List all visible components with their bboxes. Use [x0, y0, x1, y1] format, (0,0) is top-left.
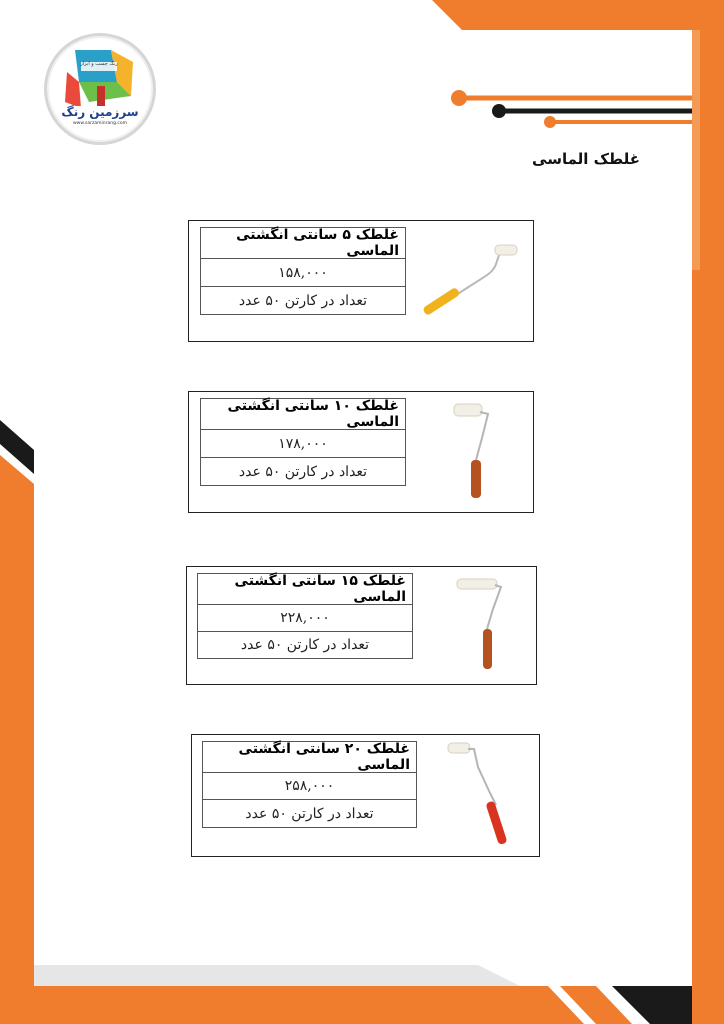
product-card-20cm [191, 734, 540, 857]
product-price: ۲۲۸,۰۰۰ [198, 605, 412, 632]
product-carton-qty: تعداد در کارتن ۵۰ عدد [245, 805, 374, 822]
logo-url: www.sarzaminrang.com [73, 121, 127, 126]
product-card-10cm [188, 391, 534, 513]
product-info-table [197, 573, 413, 659]
logo-tagline: رنگ چسب و ابزار [80, 61, 118, 67]
product-price: ۲۵۸,۰۰۰ [203, 773, 416, 800]
product-carton-qty: تعداد در کارتن ۵۰ عدد [238, 463, 368, 480]
roller-5cm-image [417, 239, 527, 319]
roller-20cm-image [444, 737, 524, 851]
product-carton-qty: تعداد در کارتن ۵۰ عدد [240, 637, 370, 653]
brand-logo [44, 33, 156, 145]
roller-15cm-image [447, 573, 517, 679]
logo-name: سرزمین رنگ [61, 105, 139, 119]
roller-10cm-image [442, 398, 502, 508]
product-card-15cm [186, 566, 537, 685]
product-name: غلطک ۵ سانتی انگشتی الماسی [201, 228, 405, 259]
product-name: غلطک ۲۰ سانتی انگشتی الماسی [203, 742, 416, 773]
product-card-5cm [188, 220, 534, 342]
product-price: ۱۷۸,۰۰۰ [201, 430, 405, 458]
product-info-table [200, 398, 406, 486]
product-carton-qty: تعداد در کارتن ۵۰ عدد [238, 292, 368, 309]
section-title: غلطک الماسی [532, 150, 640, 168]
product-name: غلطک ۱۰ سانتی انگشتی الماسی [201, 399, 405, 430]
product-price: ۱۵۸,۰۰۰ [201, 259, 405, 287]
product-info-table [200, 227, 406, 315]
product-info-table [202, 741, 417, 828]
product-name: غلطک ۱۵ سانتی انگشتی الماسی [198, 574, 412, 605]
